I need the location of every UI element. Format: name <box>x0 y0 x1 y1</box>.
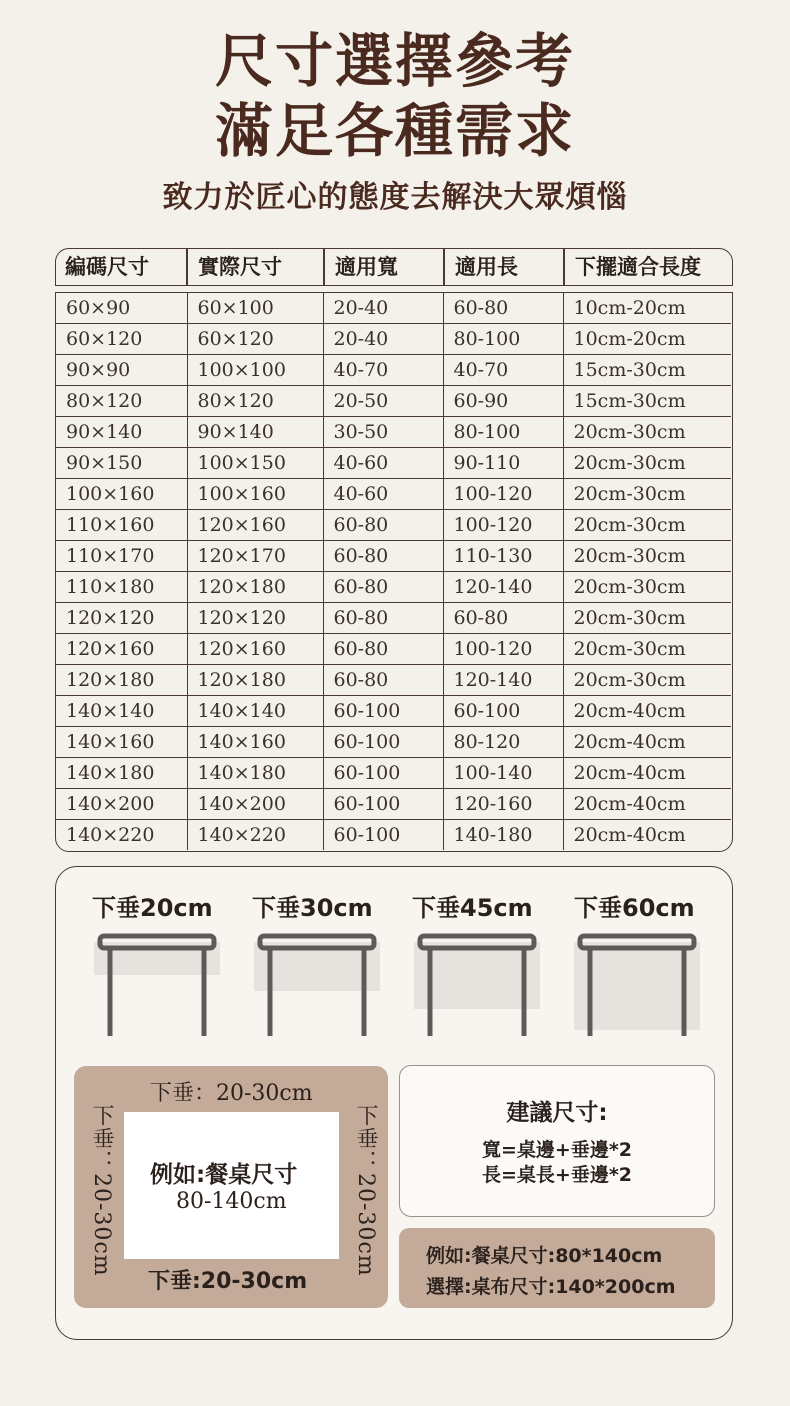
table-cell: 140×200 <box>56 789 187 820</box>
table-cell: 110-130 <box>443 541 563 572</box>
table-cell: 20cm-30cm <box>563 541 731 572</box>
table-row <box>56 324 731 355</box>
diagram-center-label: 例如:餐桌尺寸 <box>150 1162 298 1188</box>
table-cell: 40-60 <box>323 448 443 479</box>
table-cell: 120×120 <box>56 603 187 634</box>
table-cell: 60-80 <box>323 665 443 696</box>
table-cell: 60×120 <box>56 324 187 355</box>
diagram-center-value: 80-140cm <box>176 1189 287 1214</box>
table-cell: 80×120 <box>56 386 187 417</box>
table-cell: 20cm-30cm <box>563 417 731 448</box>
drop-label: 下垂45cm <box>412 894 533 922</box>
table-cell: 110×170 <box>56 541 187 572</box>
table-cell: 40-70 <box>443 355 563 386</box>
table-cell: 20cm-40cm <box>563 758 731 789</box>
column-header: 適用寬 <box>335 255 398 279</box>
table-cell: 100×160 <box>56 479 187 510</box>
advice-title: 建議尺寸: <box>506 1100 608 1126</box>
table-cell: 40-70 <box>323 355 443 386</box>
table-cell: 100-120 <box>443 634 563 665</box>
drop-label: 下垂30cm <box>252 894 373 922</box>
table-cell: 20cm-30cm <box>563 665 731 696</box>
table-cell: 30-50 <box>323 417 443 448</box>
table-cell: 120-140 <box>443 665 563 696</box>
table-cell: 60-80 <box>443 603 563 634</box>
table-row <box>56 386 731 417</box>
table-cell: 120×160 <box>56 634 187 665</box>
table-drop-20-icon <box>92 932 222 1040</box>
table-cell: 60-100 <box>323 789 443 820</box>
table-cell: 120×180 <box>56 665 187 696</box>
diagram-right-label: 下垂：20-30cm <box>353 1104 378 1277</box>
column-header: 適用長 <box>455 255 518 279</box>
table-cell: 140×160 <box>56 727 187 758</box>
advice-width-formula: 寬=桌邊+垂邊*2 <box>482 1139 632 1161</box>
table-cell: 110×160 <box>56 510 187 541</box>
table-row <box>56 758 731 789</box>
table-row <box>56 510 731 541</box>
table-row <box>56 665 731 696</box>
table-cell: 60×120 <box>187 324 323 355</box>
example-cloth-size: 選擇:桌布尺寸:140*200cm <box>426 1276 676 1298</box>
table-cell: 60-80 <box>443 293 563 324</box>
table-cell: 120×170 <box>187 541 323 572</box>
table-cell: 80-120 <box>443 727 563 758</box>
table-cell: 60×100 <box>187 293 323 324</box>
column-header: 編碼尺寸 <box>65 255 149 279</box>
size-table <box>55 292 733 852</box>
table-cell: 15cm-30cm <box>563 355 731 386</box>
table-cell: 120-140 <box>443 572 563 603</box>
table-cell: 140×180 <box>187 758 323 789</box>
table-row <box>56 820 731 851</box>
page-title-line2: 滿足各種需求 <box>214 97 575 165</box>
table-row <box>56 789 731 820</box>
table-row <box>56 572 731 603</box>
table-cell: 20cm-40cm <box>563 696 731 727</box>
table-cell: 20-40 <box>323 324 443 355</box>
table-drop-30-icon <box>252 932 382 1040</box>
table-row <box>56 355 731 386</box>
table-cell: 80-100 <box>443 417 563 448</box>
table-cell: 90-110 <box>443 448 563 479</box>
column-header: 實際尺寸 <box>198 255 282 279</box>
table-cell: 100-120 <box>443 510 563 541</box>
table-cell: 90×140 <box>56 417 187 448</box>
table-cell: 120×120 <box>187 603 323 634</box>
table-cell: 100×160 <box>187 479 323 510</box>
table-cell: 20cm-30cm <box>563 448 731 479</box>
page-subtitle: 致力於匠心的態度去解決大眾煩惱 <box>162 180 628 215</box>
table-cell: 60-100 <box>323 820 443 851</box>
table-cell: 100-120 <box>443 479 563 510</box>
table-cell: 20cm-40cm <box>573 824 686 846</box>
table-cell: 20cm-30cm <box>563 603 731 634</box>
table-cell: 140×220 <box>187 820 323 851</box>
table-cell: 80-100 <box>443 324 563 355</box>
table-cell: 100×100 <box>187 355 323 386</box>
table-cell: 140×180 <box>56 758 187 789</box>
diagram-left-label: 下垂：20-30cm <box>89 1104 114 1277</box>
table-cell: 90×90 <box>56 355 187 386</box>
table-cell: 60-100 <box>443 696 563 727</box>
page-title: 尺寸選擇參考 <box>214 27 575 95</box>
table-row <box>56 448 731 479</box>
table-cell: 20cm-30cm <box>563 479 731 510</box>
table-row <box>56 417 731 448</box>
table-cell: 20cm-40cm <box>563 727 731 758</box>
drop-label: 下垂20cm <box>92 894 213 922</box>
diagram-bottom-label: 下垂:20-30cm <box>148 1269 308 1294</box>
table-row <box>56 727 731 758</box>
table-cell: 60-80 <box>323 634 443 665</box>
table-cell: 20cm-30cm <box>563 572 731 603</box>
table-cell: 20-50 <box>323 386 443 417</box>
table-cell: 20cm-30cm <box>563 634 731 665</box>
table-cell: 10cm-20cm <box>563 293 731 324</box>
table-cell: 100×150 <box>187 448 323 479</box>
table-row <box>56 479 731 510</box>
table-row <box>56 293 731 324</box>
table-cell: 60-90 <box>443 386 563 417</box>
table-cell: 140-180 <box>443 820 563 851</box>
table-drop-60-icon <box>572 932 702 1040</box>
table-cell: 100-140 <box>443 758 563 789</box>
table-cell: 60-80 <box>323 541 443 572</box>
table-cell: 20-40 <box>323 293 443 324</box>
advice-length-formula: 長=桌長+垂邊*2 <box>482 1164 632 1186</box>
table-cell: 10cm-20cm <box>563 324 731 355</box>
table-cell: 90×140 <box>187 417 323 448</box>
table-cell: 120×160 <box>187 634 323 665</box>
table-row <box>56 696 731 727</box>
table-cell: 60-100 <box>323 696 443 727</box>
table-cell: 80×120 <box>187 386 323 417</box>
table-cell: 140×140 <box>187 696 323 727</box>
table-cell: 120×180 <box>187 572 323 603</box>
table-cell: 20cm-40cm <box>563 789 731 820</box>
table-cell: 120×180 <box>187 665 323 696</box>
table-cell: 110×180 <box>56 572 187 603</box>
table-cell: 40-60 <box>323 479 443 510</box>
table-cell: 140×160 <box>187 727 323 758</box>
table-drop-45-icon <box>412 932 542 1040</box>
table-cell: 90×150 <box>56 448 187 479</box>
table-row <box>56 541 731 572</box>
table-cell: 15cm-30cm <box>563 386 731 417</box>
table-cell: 120-160 <box>443 789 563 820</box>
table-cell: 60-80 <box>323 510 443 541</box>
table-cell: 60-80 <box>323 603 443 634</box>
table-cell: 20cm-30cm <box>563 510 731 541</box>
column-header: 下擺適合長度 <box>575 255 701 279</box>
diagram-top-label: 下垂：20-30cm <box>150 1081 313 1106</box>
table-cell: 60-80 <box>323 572 443 603</box>
drop-label: 下垂60cm <box>574 894 695 922</box>
table-cell: 60×90 <box>56 293 187 324</box>
example-table-size: 例如:餐桌尺寸:80*140cm <box>426 1245 663 1267</box>
table-cell: 120×160 <box>187 510 323 541</box>
table-cell: 60-100 <box>323 758 443 789</box>
table-cell: 140×200 <box>187 789 323 820</box>
table-row <box>56 603 731 634</box>
table-cell: 140×220 <box>56 820 187 851</box>
table-row <box>56 634 731 665</box>
table-cell: 140×140 <box>56 696 187 727</box>
table-cell: 60-100 <box>323 727 443 758</box>
